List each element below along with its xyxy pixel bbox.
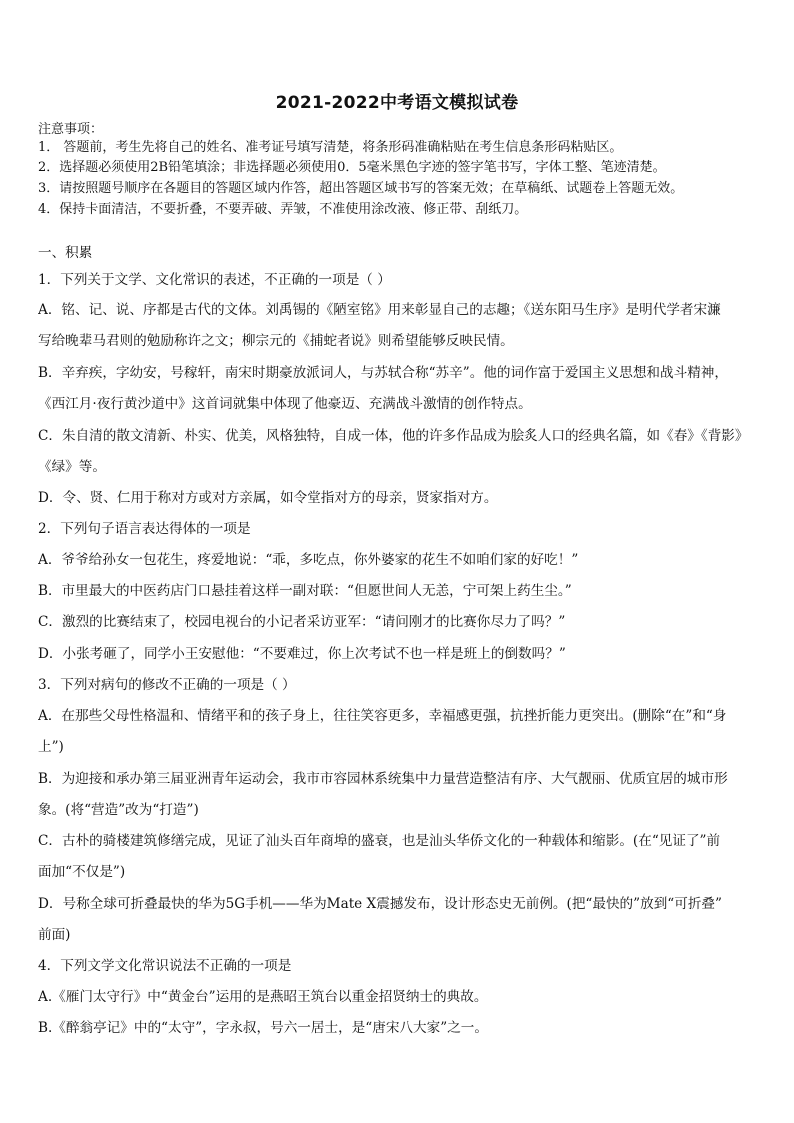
option-line: 象。(将“营造”改为“打造”) (38, 802, 199, 818)
option-line: 面加“不仅是”) (38, 864, 126, 880)
page-title: 2021-2022中考语文模拟试卷 (275, 93, 519, 113)
option-line: C．古朴的骑楼建筑修缮完成，见证了汕头百年商埠的盛衰，也是汕头华侨文化的一种载体和缩影。(在“见证了”前 (38, 833, 721, 849)
option-line: D．号称全球可折叠最快的华为5G手机——华为Mate X震撼发布，设计形态史无前例。(把“最快的”放到“可折叠” (38, 896, 722, 912)
option-line: D．令、贤、仁用于称对方或对方亲属，如令堂指对方的母亲，贤家指对方。 (38, 490, 498, 506)
question-2-stem: 2．下列句子语言表达得体的一项是 (38, 521, 251, 537)
notice-heading: 注意事项： (38, 122, 104, 137)
section-heading: 一、积累 (38, 245, 93, 261)
option-line: C．激烈的比赛结束了，校园电视台的小记者采访亚军：“请问刚才的比赛你尽力了吗？” (38, 614, 566, 630)
option-line: B．市里最大的中医药店门口悬挂着这样一副对联：“但愿世间人无恙，宁可架上药生尘。” (38, 583, 572, 599)
option-line: A.《雁门太守行》中“黄金台”运用的是燕昭王筑台以重金招贤纳士的典故。 (38, 989, 488, 1005)
option-line: B.《醉翁亭记》中的“太守”，字永叔，号六一居士，是“唐宋八大家”之一。 (38, 1020, 488, 1036)
option-line: 前面) (38, 927, 71, 943)
option-line: A．爷爷给孙女一包花生，疼爱地说：“乖，多吃点，你外婆家的花生不如咱们家的好吃！” (38, 552, 579, 568)
option-line: 写给晚辈马君则的勉励称许之文；柳宗元的《捕蛇者说》则希望能够反映民情。 (38, 333, 514, 349)
option-line: 《绿》等。 (38, 459, 106, 475)
question-4-stem: 4．下列文学文化常识说法不正确的一项是 (38, 958, 292, 974)
option-line: C．朱自清的散文清新、朴实、优美，风格独特，自成一体，他的许多作品成为脍炙人口的经典名篇，如《春》《背影》 (38, 428, 749, 444)
option-line: 上”) (38, 739, 64, 755)
option-line: B．辛弃疾，字幼安，号稼轩，南宋时期豪放派词人，与苏轼合称“苏辛”。他的词作富于爱国主义思想和战斗精神， (38, 365, 728, 381)
question-3-stem: 3．下列对病句的修改不正确的一项是（ ） (38, 677, 296, 693)
notice-item: 2．选择题必须使用2B铅笔填涂；非选择题必须使用0．5毫米黑色字迹的签字笔书写，字体工整、笔迹清楚。 (38, 160, 666, 175)
option-line: B．为迎接和承办第三届亚洲青年运动会，我市市容园林系统集中力量营造整洁有序、大气靓丽、优质宜居的城市形 (38, 771, 728, 787)
option-line: D．小张考砸了，同学小王安慰他：“不要难过，你上次考试不也一样是班上的倒数吗？” (38, 646, 566, 662)
notice-item: 1． 答题前，考生先将自己的姓名、准考证号填写清楚，将条形码准确粘贴在考生信息条形码粘贴区。 (38, 140, 623, 155)
option-line: 《西江月·夜行黄沙道中》这首词就集中体现了他豪迈、充满战斗激情的创作特点。 (38, 396, 532, 412)
option-line: A．在那些父母性格温和、情绪平和的孩子身上，往往笑容更多，幸福感更强，抗挫折能力更突出。(删除“在”和“身 (38, 708, 727, 724)
option-line: A．铭、记、说、序都是古代的文体。刘禹锡的《陋室铭》用来彰显自己的志趣；《送东阳马生序》是明代学者宋濂 (38, 302, 721, 318)
question-1-stem: 1．下列关于文学、文化常识的表述，不正确的一项是（ ） (38, 272, 391, 288)
notice-item: 3．请按照题号顺序在各题目的答题区域内作答，超出答题区域书写的答案无效；在草稿纸、试题卷上答题无效。 (38, 181, 684, 196)
notice-item: 4．保持卡面清洁，不要折叠，不要弄破、弄皱，不准使用涂改液、修正带、刮纸刀。 (38, 202, 528, 217)
